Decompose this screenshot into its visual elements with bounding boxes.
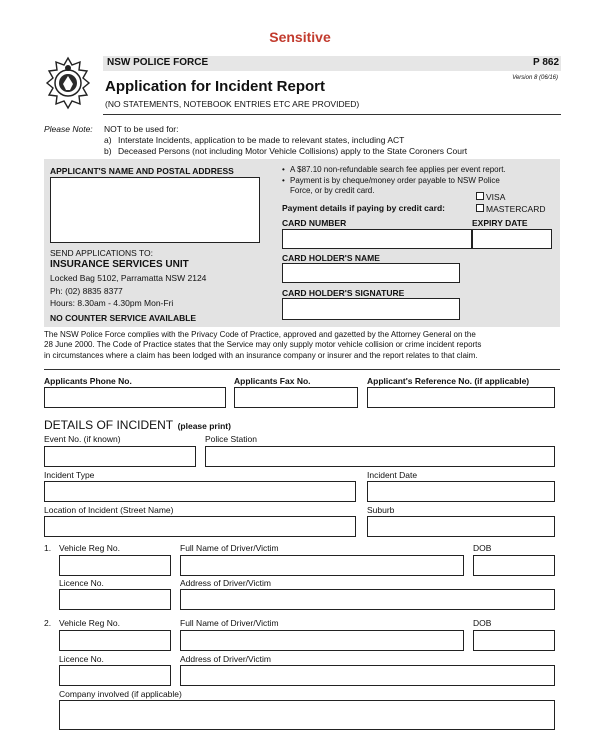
applicant-address-field[interactable] xyxy=(50,177,260,243)
vehicle-2-driver-label: Full Name of Driver/Victim xyxy=(180,618,279,628)
event-no-label: Event No. (if known) xyxy=(44,434,121,444)
suburb-field[interactable] xyxy=(367,516,555,537)
payment-text-line1: Payment is by cheque/money order payable to NSW Police xyxy=(290,176,500,185)
fee-text: A $87.10 non-refundable search fee applies per event report. xyxy=(290,165,506,174)
incident-heading xyxy=(44,416,231,434)
phone-label: Applicants Phone No. xyxy=(44,376,132,386)
incident-date-label: Incident Date xyxy=(367,470,418,480)
note-item-a: Interstate Incidents, application to be made to relevant states, including ACT xyxy=(118,135,405,145)
vehicle-2-licence-label: Licence No. xyxy=(59,654,104,664)
police-station-field[interactable] xyxy=(205,446,555,467)
vehicle-2-reg-field[interactable] xyxy=(59,630,171,651)
header-bar xyxy=(103,56,561,71)
fax-field[interactable] xyxy=(234,387,358,408)
privacy-line-2: 28 June 2000. The Code of Practice states that the Service may only supply motor vehicle collision or crime incident reports xyxy=(44,340,482,350)
vehicle-1-reg-label: Vehicle Reg No. xyxy=(59,543,120,553)
vehicle-2-driver-field[interactable] xyxy=(180,630,464,651)
incident-heading-text: DETAILS OF INCIDENT xyxy=(44,418,174,432)
incident-date-field[interactable] xyxy=(367,481,555,502)
vehicle-1-licence-label: Licence No. xyxy=(59,578,104,588)
vehicle-1-address-label: Address of Driver/Victim xyxy=(180,578,272,588)
note-marker-b: b) xyxy=(104,146,112,156)
location-label: Location of Incident (Street Name) xyxy=(44,505,174,515)
applicant-heading: APPLICANT'S NAME AND POSTAL ADDRESS xyxy=(50,166,234,176)
card-number-label: CARD NUMBER xyxy=(282,218,347,228)
company-field[interactable] xyxy=(59,700,555,730)
incident-heading-note: (please print) xyxy=(177,421,231,431)
fax-label: Applicants Fax No. xyxy=(234,376,311,386)
no-counter-label: NO COUNTER SERVICE AVAILABLE xyxy=(50,313,197,323)
vehicle-1-reg-field[interactable] xyxy=(59,555,171,576)
vehicle-2-dob-label: DOB xyxy=(473,618,492,628)
suburb-label: Suburb xyxy=(367,505,395,515)
agency-name: NSW POLICE FORCE xyxy=(107,57,209,68)
privacy-divider xyxy=(44,369,560,370)
vehicle-2-licence-field[interactable] xyxy=(59,665,171,686)
card-holder-signature-field[interactable] xyxy=(282,298,460,320)
privacy-paragraph xyxy=(44,330,560,361)
page-title: Application for Incident Report xyxy=(105,78,325,95)
payment-bullet-icon: • xyxy=(282,176,285,185)
vehicle-1-dob-label: DOB xyxy=(473,543,492,553)
reference-field[interactable] xyxy=(367,387,555,408)
visa-label: VISA xyxy=(486,192,506,202)
vehicle-2-address-label: Address of Driver/Victim xyxy=(180,654,272,664)
location-field[interactable] xyxy=(44,516,356,537)
vehicle-2-address-field[interactable] xyxy=(180,665,555,686)
payment-text-line2: Force, or by credit card. xyxy=(290,186,375,195)
form-number: P 862 xyxy=(533,57,559,68)
note-marker-a: a) xyxy=(104,135,112,145)
version-label: Version 8 (06/16) xyxy=(512,75,558,81)
vehicle-1-address-field[interactable] xyxy=(180,589,555,610)
sensitive-label: Sensitive xyxy=(269,29,331,45)
company-label: Company involved (if applicable) xyxy=(59,689,182,699)
vehicle-2-dob-field[interactable] xyxy=(473,630,555,651)
privacy-line-3: in circumstances where a claim has been lodged with an insurance company or insurer and the report relates to that claim. xyxy=(44,350,478,360)
card-holder-name-label: CARD HOLDER'S NAME xyxy=(282,253,380,263)
phone-field[interactable] xyxy=(44,387,226,408)
note-label: Please Note: xyxy=(44,124,93,134)
vehicle-1-driver-label: Full Name of Driver/Victim xyxy=(180,543,279,553)
vehicle-1-driver-field[interactable] xyxy=(180,555,464,576)
mastercard-checkbox[interactable] xyxy=(476,204,484,212)
expiry-date-field[interactable] xyxy=(472,229,552,249)
card-holder-signature-label: CARD HOLDER'S SIGNATURE xyxy=(282,288,405,298)
privacy-line-1: The NSW Police Force complies with the Privacy Code of Practice, approved and gazetted by the Attorney General on the xyxy=(44,330,476,339)
vehicle-1-number: 1. xyxy=(44,543,52,553)
incident-type-field[interactable] xyxy=(44,481,356,502)
unit-name: INSURANCE SERVICES UNIT xyxy=(50,259,189,270)
police-crest-icon xyxy=(44,56,92,110)
mastercard-label: MASTERCARD xyxy=(486,204,546,214)
vehicle-1-dob-field[interactable] xyxy=(473,555,555,576)
reference-label: Applicant's Reference No. (if applicable) xyxy=(367,376,530,386)
unit-address: Locked Bag 5102, Parramatta NSW 2124 xyxy=(50,273,207,283)
note-intro: NOT to be used for: xyxy=(104,124,179,134)
vehicle-1-licence-field[interactable] xyxy=(59,589,171,610)
header-divider xyxy=(103,114,561,115)
vehicle-2-number: 2. xyxy=(44,618,52,628)
credit-card-label: Payment details if paying by credit card: xyxy=(282,203,445,213)
incident-type-label: Incident Type xyxy=(44,470,95,480)
police-station-label: Police Station xyxy=(205,434,257,444)
expiry-date-label: EXPIRY DATE xyxy=(472,218,528,228)
fee-bullet-icon: • xyxy=(282,165,285,174)
page-subtitle: (NO STATEMENTS, NOTEBOOK ENTRIES ETC ARE PROVIDED) xyxy=(105,99,360,109)
unit-phone: Ph: (02) 8835 8377 xyxy=(50,286,123,296)
unit-hours: Hours: 8.30am - 4.30pm Mon-Fri xyxy=(50,298,174,308)
visa-checkbox[interactable] xyxy=(476,192,484,200)
send-to-label: SEND APPLICATIONS TO: xyxy=(50,248,153,258)
applicant-section xyxy=(44,159,560,327)
event-no-field[interactable] xyxy=(44,446,196,467)
card-number-field[interactable] xyxy=(282,229,472,249)
note-item-b: Deceased Persons (not including Motor Vehicle Collisions) apply to the State Coroners Court xyxy=(118,146,468,156)
card-holder-name-field[interactable] xyxy=(282,263,460,283)
vehicle-2-reg-label: Vehicle Reg No. xyxy=(59,618,120,628)
